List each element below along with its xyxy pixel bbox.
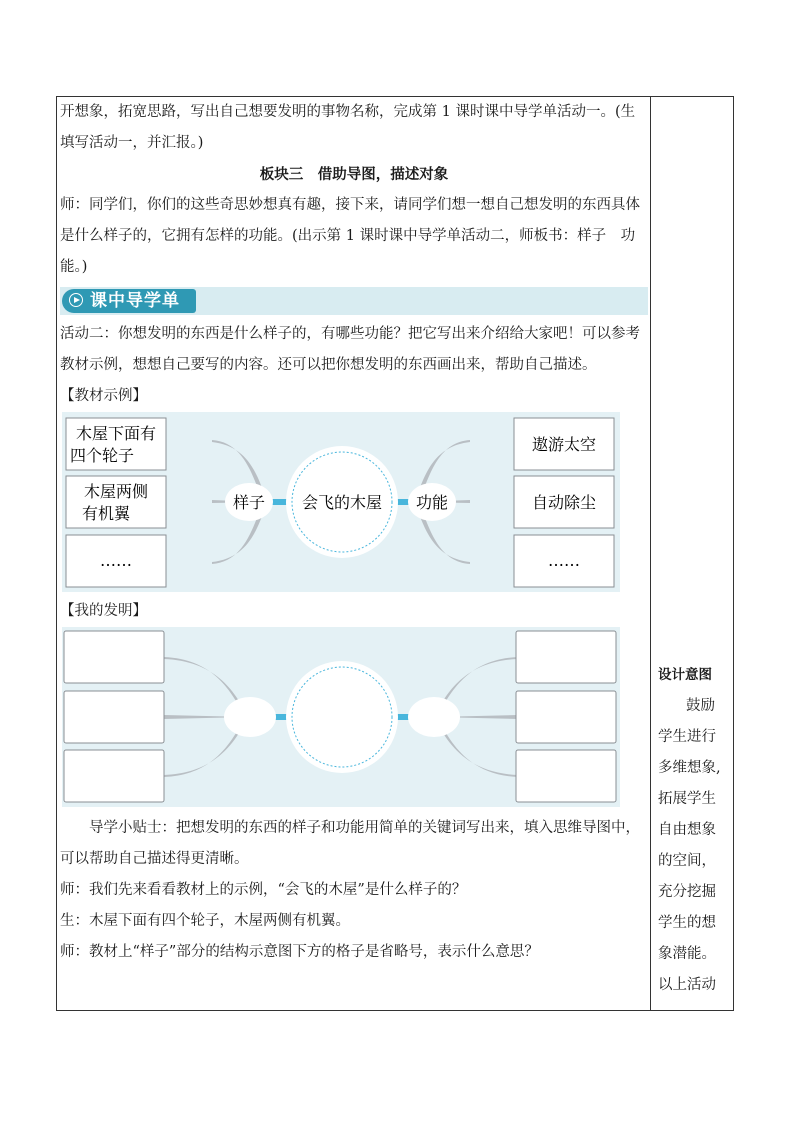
example-mind-map <box>62 412 620 592</box>
map-right-box-3: …… <box>548 551 580 570</box>
map-left-box-3: …… <box>100 551 132 570</box>
design-intent-column <box>652 660 732 1001</box>
student-answer-1: 生：木屋下面有四个轮子，木屋两侧有机翼。 <box>60 913 350 929</box>
guide-badge <box>62 289 196 313</box>
lesson-main-column <box>60 97 648 968</box>
example-label: 【教材示例】 <box>60 388 147 404</box>
design-intent-line: 鼓励 <box>686 698 715 714</box>
activity-two-text: 活动二：你想发明的东西是什么样子的，有哪些功能？把它写出来介绍给大家吧！可以参考教材示例，想想自己要写的内容。还可以把你想发明的东西画出来，帮助自己描述。 <box>60 326 640 373</box>
example-mind-map-svg <box>62 412 620 592</box>
map-right-box-1: 遨游太空 <box>531 435 597 454</box>
design-intent-line: 象潜能。 <box>658 946 716 962</box>
paragraph-teacher-intro: 师：同学们，你们的这些奇思妙想真有趣，接下来，请同学们想一想自己想发明的东西具体是什么样子的，它拥有怎样的功能。(出示第 1 课时课中导学单活动二，师板书：样子 功能。) <box>60 197 640 275</box>
design-intent-line: 学生的想 <box>658 915 716 931</box>
design-intent-line: 的空间， <box>658 853 716 869</box>
design-intent-line: 学生进行 <box>658 729 716 745</box>
blank-mind-map-svg <box>62 627 620 807</box>
design-intent-line: 自由想象 <box>658 822 716 838</box>
map-right-node-label: 功能 <box>415 493 449 512</box>
map-center-label: 会飞的木屋 <box>301 493 383 512</box>
guide-banner <box>60 287 648 315</box>
guide-banner-title: 课中导学单 <box>90 291 180 311</box>
design-intent-line: 拓展学生 <box>658 791 716 807</box>
paragraph-intro: 开想象，拓宽思路，写出自己想要发明的事物名称，完成第 1 课时课中导学单活动一。(生填写活动一，并汇报。) <box>60 104 636 151</box>
map-left-box-1-line-1: 木屋下面有 <box>75 424 157 443</box>
design-intent-line: 以上活动 <box>658 977 716 993</box>
design-intent-title: 设计意图 <box>658 667 712 683</box>
map-left-box-2-line-2: 有机翼 <box>81 504 131 523</box>
column-divider <box>650 96 651 1011</box>
teacher-question-2: 师：教材上“样子”部分的结构示意图下方的格子是省略号，表示什么意思？ <box>60 944 539 960</box>
my-invention-label: 【我的发明】 <box>60 603 147 619</box>
teacher-question-1: 师：我们先来看看教材上的示例，“会飞的木屋”是什么样子的？ <box>60 882 467 898</box>
section-heading: 板块三 借助导图，描述对象 <box>259 166 449 183</box>
study-tip: 导学小贴士：把想发明的东西的样子和功能用简单的关键词写出来，填入思维导图中，可以帮助自己描述得更清晰。 <box>60 820 640 867</box>
design-intent-line: 多维想象, <box>658 760 721 776</box>
map-left-box-2-line-1: 木屋两侧 <box>83 482 149 501</box>
map-left-node-label: 样子 <box>232 493 266 512</box>
play-icon <box>69 293 83 307</box>
map-right-box-2: 自动除尘 <box>531 493 597 512</box>
map-left-box-1-line-2: 四个轮子 <box>69 446 135 465</box>
blank-mind-map <box>62 627 620 807</box>
design-intent-line: 充分挖掘 <box>658 884 716 900</box>
